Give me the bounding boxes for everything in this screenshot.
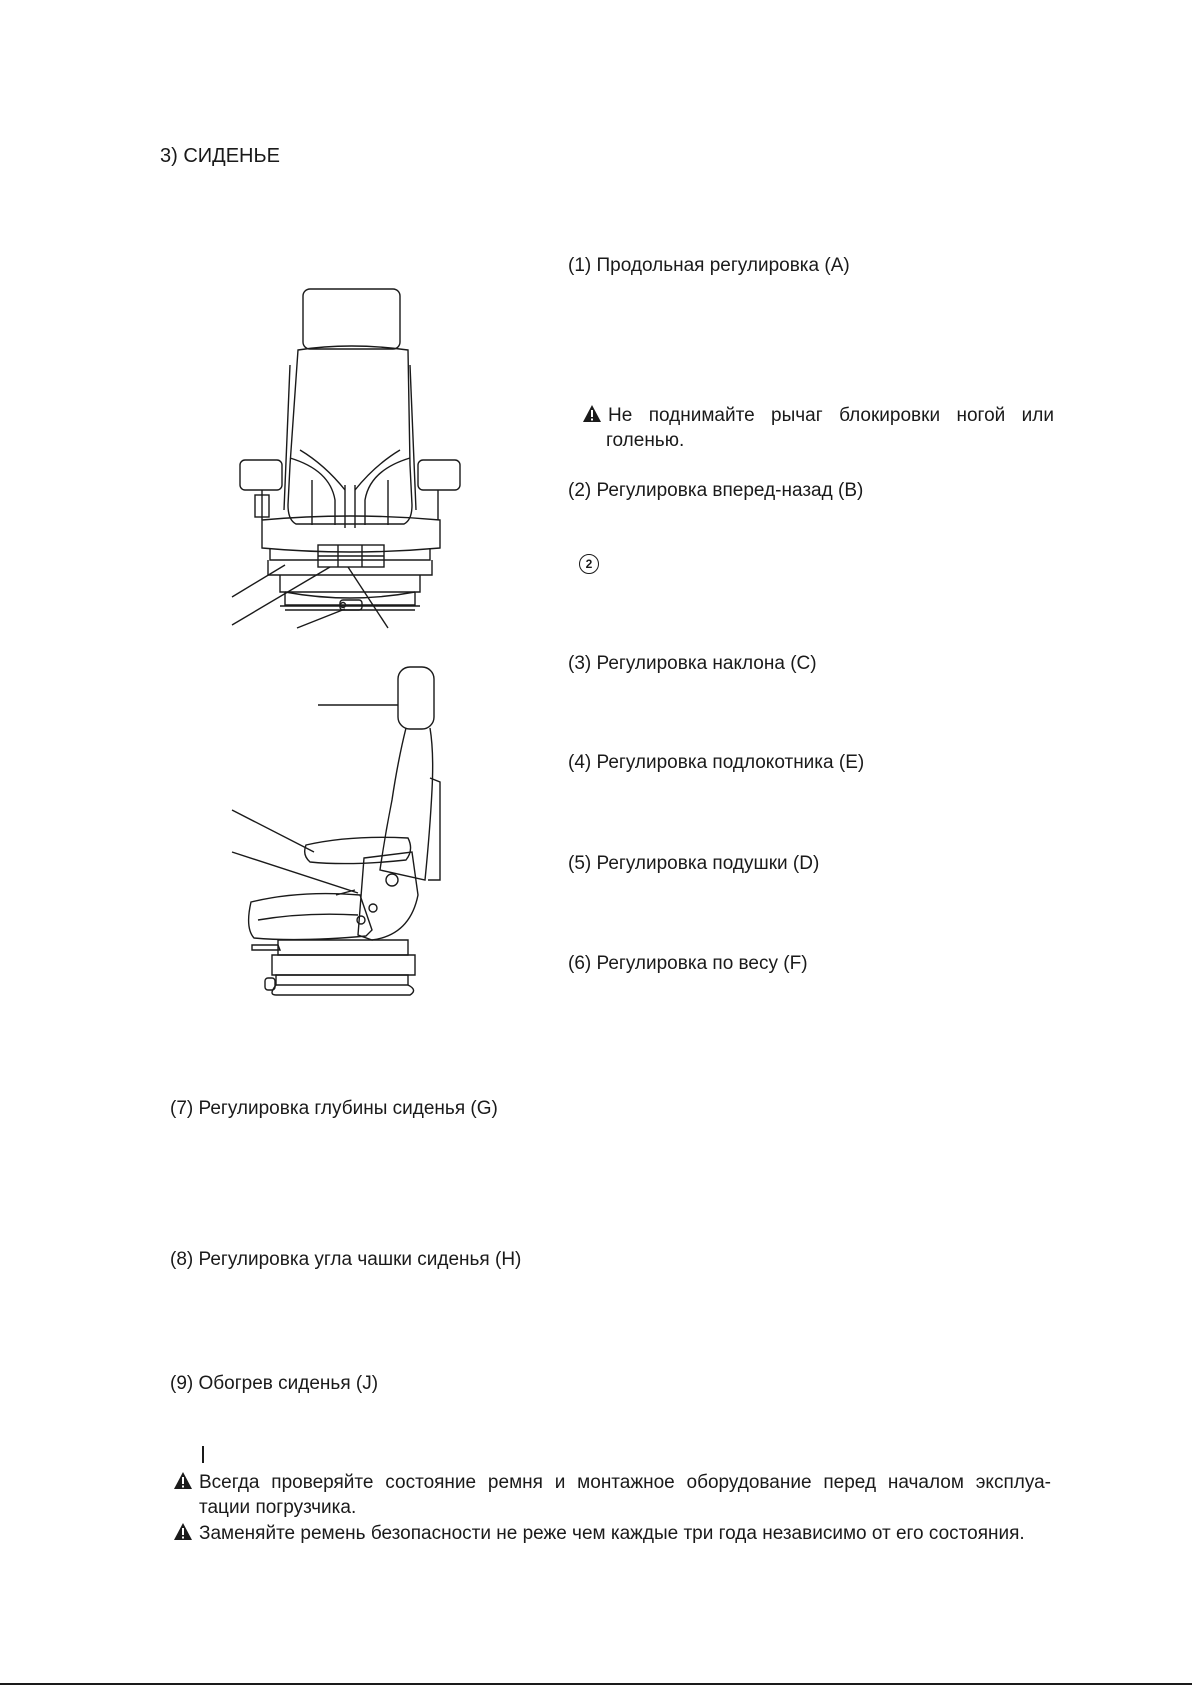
belt-warning	[173, 1470, 1051, 1520]
warning-triangle-icon	[582, 404, 602, 423]
belt-warning-line2: тации погрузчика.	[199, 1497, 357, 1518]
lever-warning-line2: голенью.	[606, 430, 685, 451]
item-longitudinal-adjustment: (1) Продольная регулировка (A)	[568, 255, 850, 276]
lever-warning	[582, 403, 1054, 453]
belt-replace-warning	[173, 1521, 1073, 1546]
belt-replace-text: Заменяйте ремень безопасности не реже чем каждые три года независимо от его состояния.	[199, 1523, 1025, 1544]
text-cursor	[202, 1446, 204, 1463]
item-weight-adjustment: (6) Регулировка по весу (F)	[568, 953, 808, 974]
belt-warning-line1: Всегда проверяйте состояние ремня и монтажное оборудование перед началом эксплуа-	[199, 1472, 1051, 1493]
lever-warning-line1: Не поднимайте рычаг блокировки ногой или	[608, 405, 1054, 426]
item-forward-backward-adjustment: (2) Регулировка вперед-назад (B)	[568, 480, 864, 501]
seat-front-view	[232, 289, 460, 628]
seat-side-view	[232, 667, 440, 995]
item-armrest-adjustment: (4) Регулировка подлокотника (E)	[568, 752, 865, 773]
item-seat-pan-angle-adjustment: (8) Регулировка угла чашки сиденья (H)	[170, 1249, 522, 1270]
item-seat-heating: (9) Обогрев сиденья (J)	[170, 1373, 379, 1394]
item-seat-depth-adjustment: (7) Регулировка глубины сиденья (G)	[170, 1098, 498, 1119]
item-tilt-adjustment: (3) Регулировка наклона (C)	[568, 653, 817, 674]
item-cushion-adjustment: (5) Регулировка подушки (D)	[568, 853, 820, 874]
warning-triangle-icon	[173, 1471, 193, 1490]
section-title: 3) СИДЕНЬЕ	[160, 145, 280, 167]
circled-number-marker: 2	[579, 554, 599, 574]
warning-triangle-icon	[173, 1522, 193, 1541]
